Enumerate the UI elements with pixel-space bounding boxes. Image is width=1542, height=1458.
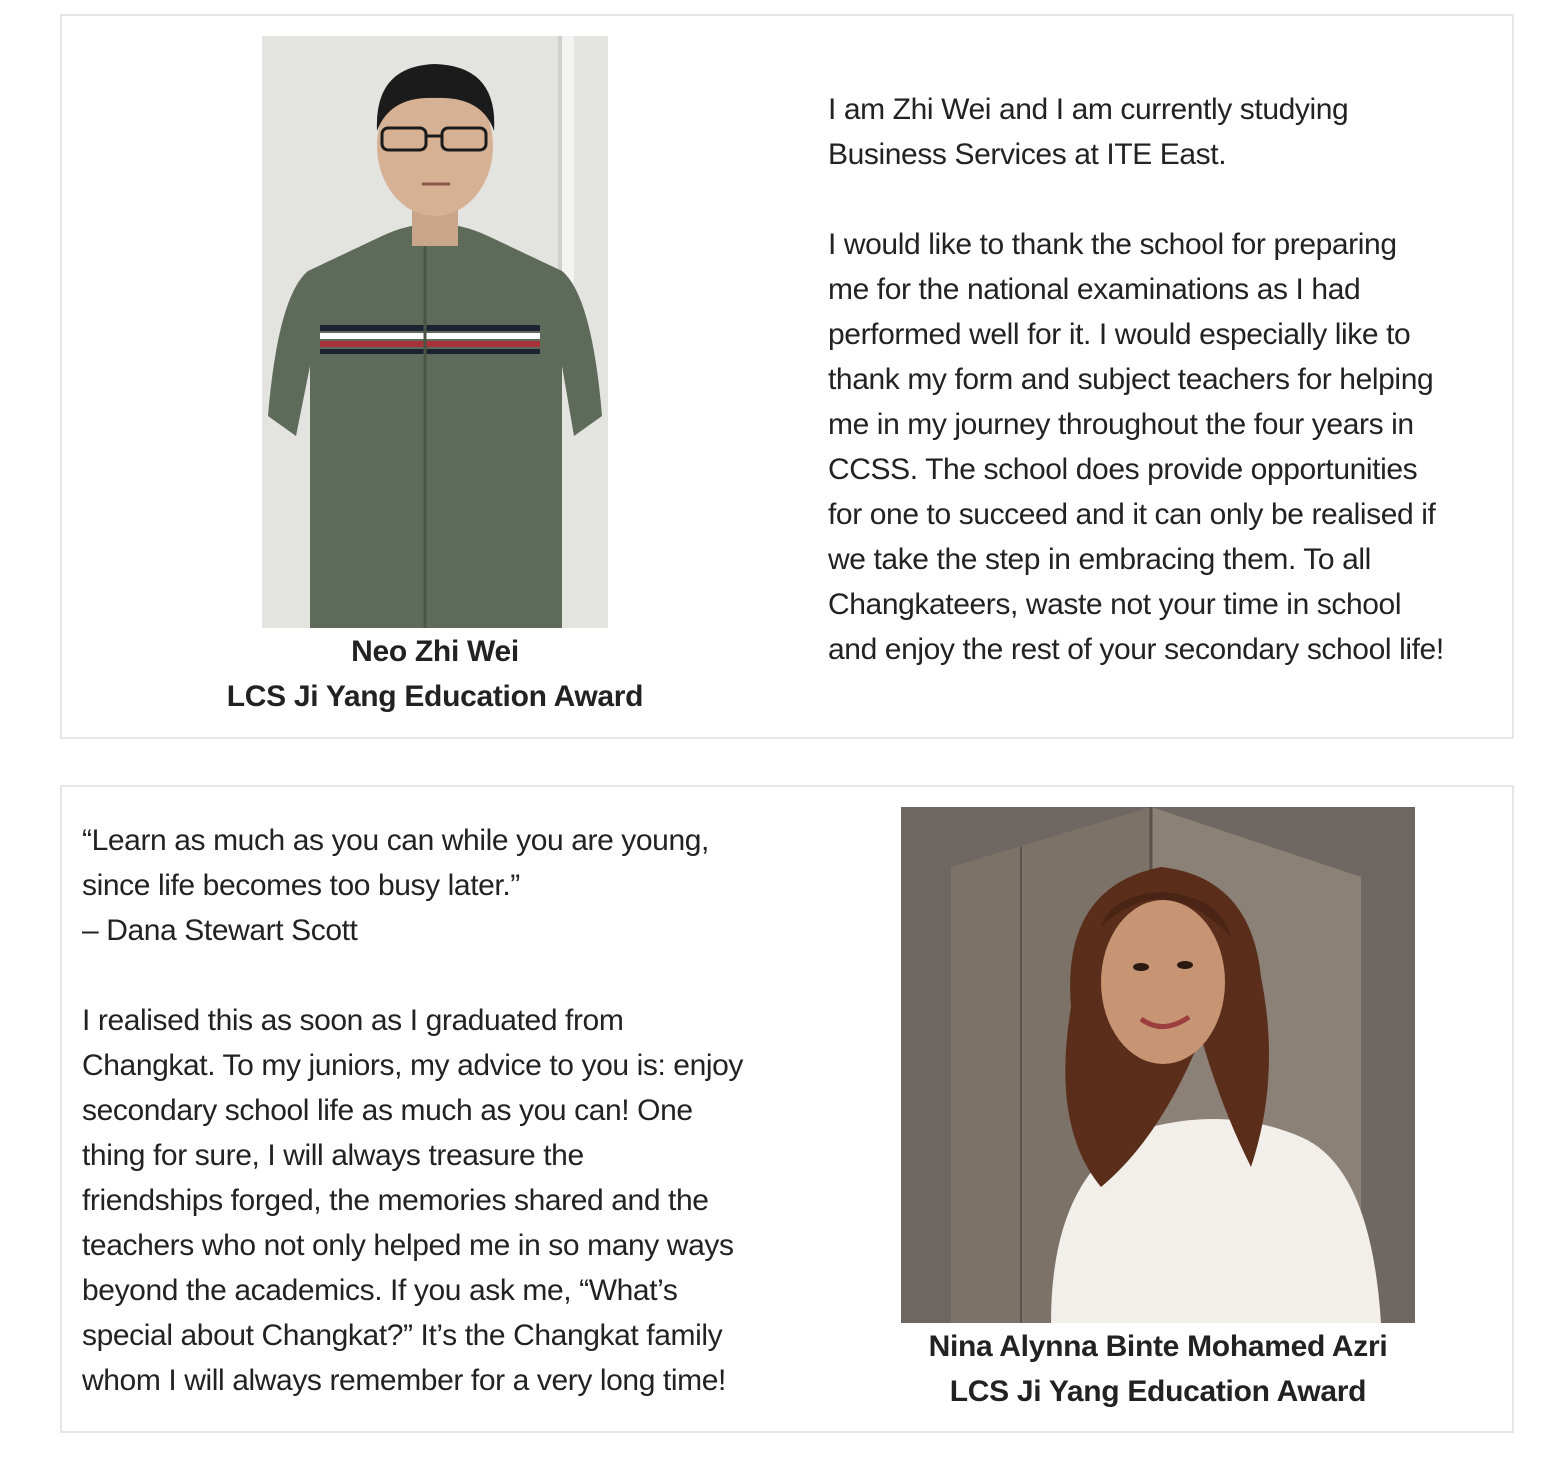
testimonial-paragraph: I am Zhi Wei and I am currently studying Business Services at ITE East. — [828, 93, 1349, 171]
portrait-illustration — [901, 807, 1415, 1323]
award-name: LCS Ji Yang Education Award — [949, 1375, 1367, 1408]
student-name: Neo Zhi Wei — [351, 635, 519, 668]
student-photo-neo-zhi-wei — [262, 36, 608, 628]
testimonial-paragraph: I would like to thank the school for preparing me for the national examinations as I had performed well for it. I would especially like to thank my form and subject teachers for helping me in my journey throughout the four years in CCSS. The school does provide opportunities for one to succeed and it can only be realised if we take the step in embracing them. To all Changkateers, waste not your time in school and enjoy the rest of your secondary school life! — [828, 228, 1444, 666]
testimonial-quote: “Learn as much as you can while you are young, since life becomes too busy later.” – Dana Stewart Scott — [82, 824, 709, 947]
student-photo-nina-alynna — [901, 807, 1415, 1323]
testimonial-paragraph: I realised this as soon as I graduated from Changkat. To my juniors, my advice to you is: enjoy secondary school life as much as you can! One thing for sure, I will always treasure the friendships forged, the memories shared and the teachers who not only helped me in so many ways beyond the academics. If you ask me, “What’s special about Changkat?” It’s the Changkat family whom I will always remember for a very long time! — [82, 1004, 744, 1397]
student-caption — [862, 1324, 1454, 1414]
portrait-illustration — [262, 36, 608, 628]
testimonial-text — [82, 818, 802, 1403]
testimonial-text — [828, 87, 1500, 672]
student-name: Nina Alynna Binte Mohamed Azri — [928, 1330, 1388, 1363]
testimonial-card-nina-alynna — [60, 785, 1514, 1433]
award-name: LCS Ji Yang Education Award — [226, 680, 644, 713]
testimonial-card-neo-zhi-wei — [60, 14, 1514, 739]
student-caption — [162, 629, 708, 719]
